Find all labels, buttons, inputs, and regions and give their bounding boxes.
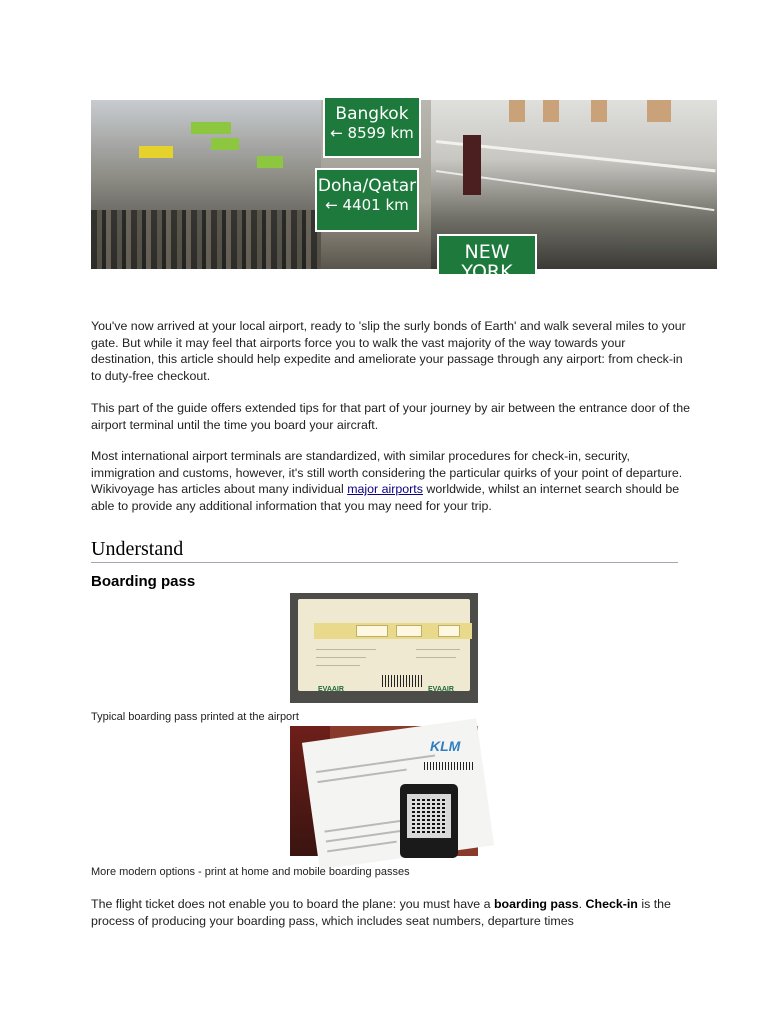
ticket-text-line [416,657,456,658]
phone-screen [407,794,451,838]
sign-bangkok [323,96,421,158]
barcode [382,675,422,687]
image-caption-1: Typical boarding pass printed at the airport [91,711,299,723]
sign-doha-name: Doha/Qatar [317,176,417,196]
intro-paragraph-1: You've now arrived at your local airport, ready to 'slip the surly bonds of Earth' and walk several miles to your gate. But while it may feel that airports force you to walk the vast majority of the way towards your destination, this article should help expedite and ameliorate your passage through any airport: from check-in to duty-free checkout. [91,319,686,383]
boarding-pass-ticket [298,599,470,691]
ticket-text-line [316,657,366,658]
ceiling-sign [257,156,283,168]
sign-bangkok-distance: ← 8599 km [330,124,414,142]
paragraph-text: is the process of producing your boarding pass, which includes seat numbers, departure times [91,897,671,928]
lamp [543,100,559,122]
mobile-phone [400,784,458,858]
sign-new-york-name: NEW YORK [461,241,513,283]
intro-paragraph-3 [91,448,691,514]
image-caption-2: More modern options - print at home and mobile boarding passes [91,866,410,878]
red-led-sign [463,135,481,195]
sign-doha-distance: ← 4401 km [325,196,409,214]
lamp [647,100,671,122]
mobile-boarding-pass-image[interactable] [290,726,478,856]
ceiling-sign [139,146,173,158]
heading-divider [91,562,678,563]
ceiling-sign [211,138,239,150]
intro-paragraph-3-text-end: worldwide, whilst an internet search should be able to provide any additional information that you may need for your trip. [91,482,680,513]
airline-logo: EVAAIR [318,686,344,693]
section-heading-understand: Understand [91,538,184,560]
boarding-pass-paragraph [91,896,691,930]
ticket-text-line [416,649,460,650]
sign-new-york [437,234,537,283]
intro-paragraph-2: This part of the guide offers extended tips for that part of your journey by air between the entrance door of the airport terminal until the time you board your aircraft. [91,401,691,432]
ticket-text-line [316,649,376,650]
airport-banner-image [91,100,717,283]
klm-logo: KLM [430,738,461,754]
qr-code-pattern [412,799,446,833]
subheading-boarding-pass: Boarding pass [91,573,196,590]
barcode [424,762,474,770]
text-line [327,841,397,853]
text-line [316,754,435,773]
sign-bangkok-name: Bangkok [335,104,409,124]
airline-logo: EVAAIR [428,686,454,693]
ticket-field [396,625,422,637]
sign-doha [315,168,419,232]
ticket-field [356,625,388,637]
lamp [591,100,607,122]
bold-term-boarding-pass: boarding pass [493,897,579,911]
ticket-text-line [316,665,360,666]
crowd [91,210,321,269]
printed-boarding-pass [302,718,494,869]
intro-paragraph-3-text: Most international airport terminals are standardized, with similar procedures for check-in, security, immigration and customs, however, it's still worth considering the particular quirks of your point of departure. Wikivoyage has articles about many individual [91,449,683,496]
ceiling-sign [191,122,231,134]
paragraph-text: . [578,897,586,911]
boarding-pass-image[interactable] [290,593,478,703]
bold-term-check-in: Check-in [585,897,638,911]
lamp [509,100,525,122]
ticket-field [438,625,460,637]
paragraph-text: The flight ticket does not enable you to board the plane: you must have a [91,897,494,911]
major-airports-link[interactable]: major airports [347,482,423,496]
